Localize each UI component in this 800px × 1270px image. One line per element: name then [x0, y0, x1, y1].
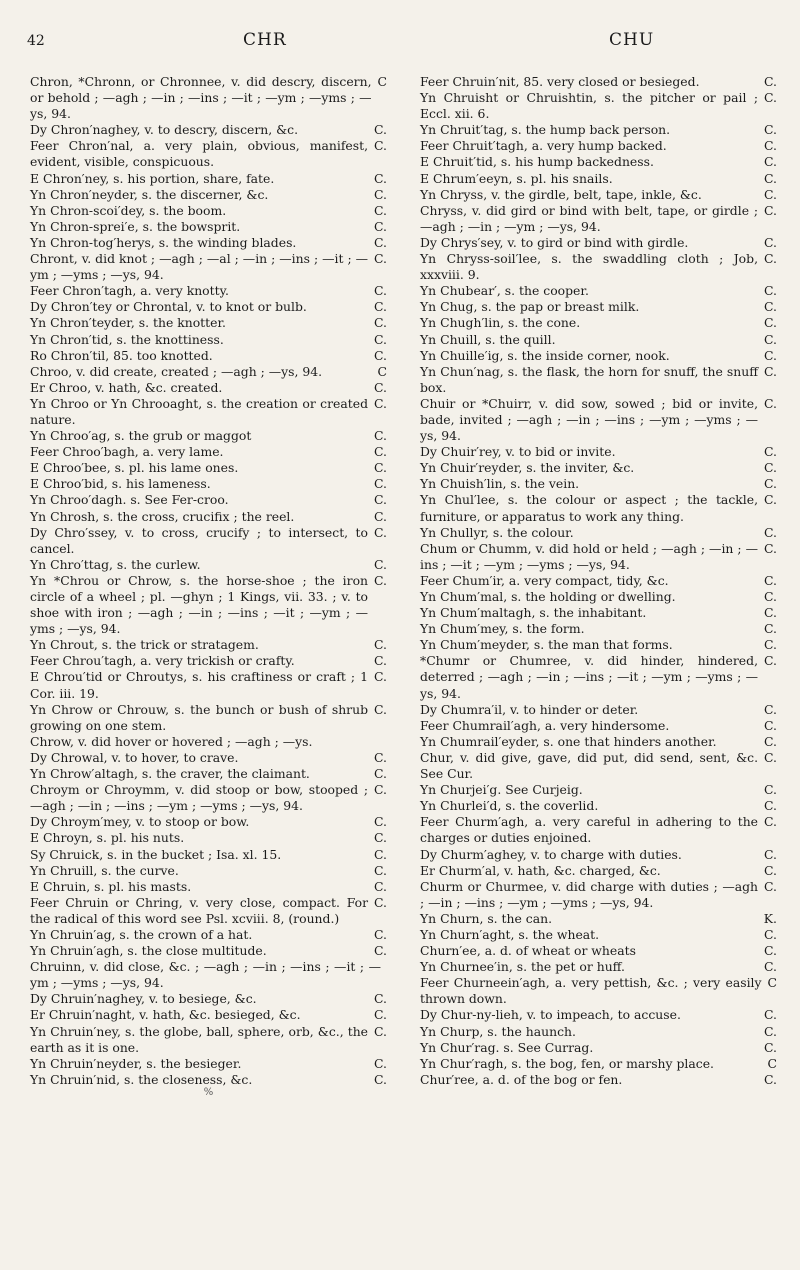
entry-source-ref: C. — [374, 186, 387, 202]
dictionary-entry — [420, 605, 777, 621]
entry-text: Chrow, v. did hover or hovered ; —agh ; —ys. — [30, 733, 313, 749]
entry-source-ref: C. — [764, 476, 777, 492]
entry-text: Yn Chumrail′eyder, s. one that hinders another. — [420, 733, 717, 749]
entry-text: Feer Chruin′nit, 85. very closed or besieged. — [420, 74, 700, 89]
entry-text: Yn Churn, s. the can. — [420, 910, 553, 926]
dictionary-entry — [420, 653, 777, 701]
dictionary-entry — [420, 1040, 777, 1056]
entry-text: Chroym or Chroymm, v. did stoop or bow, stooped ; —agh ; —in ; —ins ; —ym ; —yms ; —ys, 94. — [30, 782, 369, 814]
entry-source-ref: C. — [374, 701, 387, 717]
entry-source-ref: C. — [764, 1071, 777, 1087]
dictionary-entry — [30, 734, 387, 750]
entry-text: Yn Chron′tid, s. the knottiness. — [30, 331, 224, 347]
entry-source-ref: C. — [764, 74, 777, 89]
entry-text: Yn *Chrou or Chrow, s. the horse-shoe ; the iron circle of a wheel ; pl. —ghyn ; 1 Kings, vii. 33. ; v. to shoe with iron ; —agh ; —in ; —ins ; —it ; —ym ; —yms ; —ys, 94. — [30, 572, 369, 637]
entry-text: Sy Chruick, s. in the bucket ; Isa. xl. 15. — [30, 846, 282, 862]
dictionary-entry — [30, 283, 387, 299]
entry-text: *Chumr or Chumree, v. did hinder, hindered, deterred ; —agh ; —in ; —ins ; —it ; —ym ; —yms ; —ys, 94. — [420, 653, 759, 701]
entry-text: Yn Chum′maltagh, s. the inhabitant. — [420, 605, 647, 621]
entry-source-ref: C. — [374, 653, 387, 669]
entry-text: Yn Chruin′ney, s. the globe, ball, sphere, orb, &c., the earth as it is one. — [30, 1023, 369, 1055]
dictionary-entry — [420, 332, 777, 348]
dictionary-entry — [420, 154, 777, 170]
dictionary-entry — [420, 187, 777, 203]
dictionary-entry — [30, 653, 387, 669]
dictionary-entry — [30, 187, 387, 203]
entry-source-ref: C. — [374, 556, 387, 572]
entry-source-ref: C. — [374, 1023, 387, 1039]
dictionary-entry — [420, 573, 777, 589]
dictionary-entry — [420, 718, 777, 734]
printer-mark: % — [203, 1086, 214, 1098]
dictionary-entry — [420, 943, 777, 959]
entry-source-ref: C. — [374, 814, 387, 830]
entry-source-ref: C. — [374, 830, 387, 846]
entry-source-ref: C. — [764, 798, 777, 814]
dictionary-entry — [30, 830, 387, 846]
entry-text: Feer Chroo′bagh, a. very lame. — [30, 444, 224, 460]
entry-source-ref: C. — [374, 138, 387, 154]
entry-source-ref: C. — [374, 395, 387, 411]
dictionary-entry — [420, 927, 777, 943]
dictionary-entry — [30, 251, 387, 283]
dictionary-entry — [30, 235, 387, 251]
dictionary-entry — [420, 702, 777, 718]
entry-text: Yn Chrosh, s. the cross, crucifix ; the reel. — [30, 508, 295, 524]
entry-source-ref: C. — [764, 814, 777, 830]
dictionary-entry — [420, 235, 777, 251]
entry-text: Yn Chum′mey, s. the form. — [420, 621, 585, 637]
dictionary-entry — [30, 492, 387, 508]
entry-text: Yn Chuish′lin, s. the vein. — [420, 476, 580, 492]
entry-source-ref: C. — [374, 1007, 387, 1023]
entry-text: Dy Chrys′sey, v. to gird or bind with girdle. — [420, 234, 689, 250]
right-column — [420, 74, 777, 1088]
entry-text: Dy Chruin′naghey, v. to besiege, &c. — [30, 991, 257, 1007]
dictionary-entry — [30, 428, 387, 444]
entry-text: Yn Chron-tog′herys, s. the winding blades. — [30, 234, 297, 250]
entry-source-ref: C. — [374, 1055, 387, 1071]
dictionary-entry — [30, 879, 387, 895]
entry-text: Churm or Churmee, v. did charge with duties ; —agh ; —in ; —ins ; —ym ; —yms ; —ys, 94. — [420, 878, 759, 910]
dictionary-entry — [420, 879, 777, 911]
dictionary-entry — [30, 122, 387, 138]
dictionary-entry — [30, 509, 387, 525]
entry-text: Yn Chron-sprei′e, s. the bowsprit. — [30, 218, 241, 234]
dictionary-entry — [30, 1056, 387, 1072]
entry-source-ref: C. — [764, 251, 777, 267]
dictionary-entry — [420, 814, 777, 846]
entry-text: Yn Chruin′nid, s. the closeness, &c. — [30, 1071, 253, 1087]
dictionary-entry — [420, 171, 777, 187]
entry-source-ref: C — [767, 975, 777, 991]
dictionary-entry — [420, 315, 777, 331]
entry-text: Dy Chumra′il, v. to hinder or deter. — [420, 701, 639, 717]
entry-text: E Chrou′tid or Chroutys, s. his craftiness or craft ; 1 Cor. iii. 19. — [30, 669, 369, 701]
entry-text: Yn Chruill, s. the curve. — [30, 862, 179, 878]
entry-text: Feer Chruin or Chring, v. very close, compact. For the radical of this word see Psl. xcviii. 8, (round.) — [30, 894, 369, 926]
entry-text: Yn Churlei′d, s. the coverlid. — [420, 798, 599, 814]
entry-text: E Chroo′bee, s. pl. his lame ones. — [30, 460, 239, 476]
dictionary-entry — [420, 122, 777, 138]
entry-text: Yn Chro′ttag, s. the curlew. — [30, 556, 201, 572]
entry-source-ref: C. — [764, 701, 777, 717]
entry-source-ref: C. — [374, 572, 387, 588]
entry-text: Churn′ee, a. d. of wheat or wheats — [420, 943, 636, 959]
entry-source-ref: C. — [764, 395, 777, 411]
entry-text: Er Churm′al, v. hath, &c. charged, &c. — [420, 862, 661, 878]
dictionary-entry — [30, 959, 387, 991]
dictionary-entry — [30, 1072, 387, 1088]
entry-source-ref: C. — [764, 283, 777, 299]
entry-source-ref: C. — [764, 846, 777, 862]
dictionary-entry — [420, 476, 777, 492]
dictionary-entry — [30, 669, 387, 701]
entry-source-ref: C. — [764, 733, 777, 749]
entry-source-ref: C. — [374, 782, 387, 798]
entry-source-ref: C. — [374, 460, 387, 476]
entry-source-ref: C. — [374, 218, 387, 234]
dictionary-entry — [30, 782, 387, 814]
entry-text: Feer Churneein′agh, a. very pettish, &c. ; very easily thrown down. — [420, 975, 762, 1007]
entry-source-ref: C. — [374, 926, 387, 942]
entry-source-ref: C. — [374, 299, 387, 315]
entry-source-ref: C. — [374, 202, 387, 218]
entry-source-ref: C. — [764, 605, 777, 621]
entry-text: E Chruin, s. pl. his masts. — [30, 878, 192, 894]
entry-source-ref: C. — [764, 331, 777, 347]
dictionary-entry — [420, 975, 777, 1007]
entry-text: Yn Chur′rag. s. See Currag. — [420, 1039, 594, 1055]
entry-source-ref: C. — [374, 331, 387, 347]
entry-text: Yn Chul′lee, s. the colour or aspect ; the tackle, furniture, or apparatus to work any thing. — [420, 492, 759, 524]
entry-text: Yn Chubear′, s. the cooper. — [420, 283, 589, 299]
entry-text: Yn Chryss-soil′lee, s. the swaddling cloth ; Job, xxxviii. 9. — [420, 251, 759, 283]
dictionary-entry — [30, 332, 387, 348]
entry-source-ref: C — [377, 74, 387, 89]
dictionary-entry — [420, 1072, 777, 1088]
entry-text: Chum or Chumm, v. did hold or held ; —agh ; —in ; —ins ; —it ; —ym ; —yms ; —ys, 94. — [420, 540, 759, 572]
entry-source-ref: C. — [374, 379, 387, 395]
entry-text: Chur, v. did give, gave, did put, did send, sent, &c. See Cur. — [420, 749, 759, 782]
entry-source-ref: C. — [374, 878, 387, 894]
entry-text: Chruinn, v. did close, &c. ; —agh ; —in ; —ins ; —it ; —ym ; —yms ; —ys, 94. — [30, 959, 381, 991]
entry-source-ref: C. — [374, 862, 387, 878]
dictionary-entry — [30, 203, 387, 219]
dictionary-entry — [30, 766, 387, 782]
entry-text: Yn Chron′teyder, s. the knotter. — [30, 315, 226, 331]
dictionary-entry — [30, 299, 387, 315]
entry-source-ref: C. — [764, 234, 777, 250]
entry-source-ref: C. — [764, 347, 777, 363]
dictionary-entry — [30, 927, 387, 943]
entry-text: Feer Chron′nal, a. very plain, obvious, manifest, evident, visible, conspicuous. — [30, 138, 369, 170]
entry-source-ref: C. — [764, 186, 777, 202]
entry-source-ref: C — [767, 1055, 777, 1071]
entry-source-ref: C. — [764, 444, 777, 460]
dictionary-entry — [30, 702, 387, 734]
entry-source-ref: C. — [764, 1007, 777, 1023]
dictionary-entry — [420, 621, 777, 637]
entry-text: Yn Churnee′in, s. the pet or huff. — [420, 959, 625, 975]
dictionary-entry — [420, 348, 777, 364]
dictionary-entry — [30, 380, 387, 396]
dictionary-entry — [420, 911, 777, 927]
right-running-head: CHU — [609, 30, 655, 50]
entry-text: Yn Chrout, s. the trick or stratagem. — [30, 637, 259, 653]
entry-source-ref: C. — [764, 492, 777, 508]
dictionary-entry — [30, 750, 387, 766]
entry-text: Yn Chron′neyder, s. the discerner, &c. — [30, 186, 269, 202]
dictionary-entry — [30, 895, 387, 927]
entry-text: Yn Churjei′g. See Curjeig. — [420, 782, 583, 798]
entry-text: Chur′ree, a. d. of the bog or fen. — [420, 1071, 623, 1087]
entry-text: Yn Chroo′ag, s. the grub or maggot — [30, 428, 252, 444]
entry-text: Yn Chruin′agh, s. the close multitude. — [30, 943, 267, 959]
entry-text: Yn Chugh′lin, s. the cone. — [420, 315, 581, 331]
entry-text: Yn Chruit′tag, s. the hump back person. — [420, 122, 671, 138]
entry-source-ref: C. — [374, 669, 387, 685]
entry-text: Yn Churn′aght, s. the wheat. — [420, 926, 600, 942]
entry-source-ref: C. — [374, 749, 387, 765]
dictionary-entry — [420, 492, 777, 524]
entry-text: Yn Chruin′neyder, s. the besieger. — [30, 1055, 242, 1071]
entry-text: Chuir or *Chuirr, v. did sow, sowed ; bid or invite, bade, invited ; —agh ; —in ; —ins ; —ym ; —yms ; —ys, 94. — [420, 395, 759, 444]
dictionary-entry — [420, 750, 777, 782]
dictionary-entry — [30, 476, 387, 492]
dictionary-entry — [420, 959, 777, 975]
entry-text: Dy Chron′tey or Chrontal, v. to knot or bulb. — [30, 299, 307, 315]
entry-source-ref: C. — [374, 991, 387, 1007]
entry-text: Yn Chruisht or Chruishtin, s. the pitcher or pail ; Eccl. xii. 6. — [420, 90, 759, 122]
entry-text: Chryss, v. did gird or bind with belt, tape, or girdle ; —agh ; —in ; —ym ; —ys, 94. — [420, 202, 759, 234]
entry-source-ref: C. — [764, 782, 777, 798]
entry-text: Feer Chruit′tagh, a. very hump backed. — [420, 138, 667, 154]
entry-source-ref: C. — [374, 122, 387, 138]
entry-text: Yn Chug, s. the pap or breast milk. — [420, 299, 640, 315]
entry-source-ref: C. — [764, 299, 777, 315]
entry-text: Er Chroo, v. hath, &c. created. — [30, 379, 223, 395]
dictionary-entry — [420, 396, 777, 444]
entry-text: Er Chruin′naght, v. hath, &c. besieged, &c. — [30, 1007, 301, 1023]
entry-source-ref: C. — [764, 154, 777, 170]
entry-text: Feer Chum′ir, a. very compact, tidy, &c. — [420, 572, 669, 588]
entry-text: E Chroyn, s. pl. his nuts. — [30, 830, 185, 846]
entry-source-ref: C. — [764, 138, 777, 154]
dictionary-entry — [420, 74, 777, 90]
entry-text: Yn Chryss, v. the girdle, belt, tape, inkle, &c. — [420, 186, 702, 202]
dictionary-entry — [30, 525, 387, 557]
dictionary-entry — [420, 251, 777, 283]
dictionary-entry — [30, 814, 387, 830]
entry-text: Dy Churm′aghey, v. to charge with duties. — [420, 846, 682, 862]
page-number: 42 — [27, 33, 45, 49]
entry-text: Chron, *Chronn, or Chronnee, v. did descry, discern, or behold ; —agh ; —in ; —ins ; —it ; —ym ; —yms ; —ys, 94. — [30, 74, 372, 122]
entry-source-ref: C. — [764, 862, 777, 878]
entry-source-ref: C. — [374, 637, 387, 653]
entry-text: Dy Chuir′rey, v. to bid or invite. — [420, 444, 616, 460]
entry-source-ref: C. — [374, 428, 387, 444]
entry-text: Feer Churm′agh, a. very careful in adhering to the charges or duties enjoined. — [420, 814, 759, 846]
entry-text: Yn Chur′ragh, s. the bog, fen, or marshy place. — [420, 1055, 714, 1071]
entry-source-ref: C. — [764, 717, 777, 733]
entry-text: Feer Chumrail′agh, a. very hindersome. — [420, 717, 670, 733]
entry-source-ref: C. — [764, 202, 777, 218]
entry-text: Yn Chrow′altagh, s. the craver, the claimant. — [30, 766, 310, 782]
entry-text: Yn Chroo or Yn Chrooaght, s. the creation or created nature. — [30, 395, 369, 427]
entry-text: Yn Chuill, s. the quill. — [420, 331, 556, 347]
entry-text: Chront, v. did knot ; —agh ; —al ; —in ; —ins ; —it ; —ym ; —yms ; —ys, 94. — [30, 251, 369, 283]
entry-source-ref: C. — [374, 444, 387, 460]
dictionary-entry — [30, 557, 387, 573]
dictionary-entry — [420, 782, 777, 798]
entry-source-ref: C. — [764, 878, 777, 894]
entry-text: Yn Chron-scoi′dey, s. the boom. — [30, 202, 227, 218]
dictionary-entry — [30, 348, 387, 364]
entry-source-ref: C. — [764, 363, 777, 379]
dictionary-entry — [420, 1056, 777, 1072]
entry-source-ref: C. — [764, 637, 777, 653]
entry-source-ref: C. — [764, 943, 777, 959]
dictionary-entry — [420, 138, 777, 154]
entry-source-ref: C. — [374, 251, 387, 267]
entry-source-ref: C. — [764, 589, 777, 604]
entry-source-ref: C. — [374, 508, 387, 524]
entry-text: Dy Chrowal, v. to hover, to crave. — [30, 749, 239, 765]
entry-text: Yn Churp, s. the haunch. — [420, 1023, 576, 1039]
entry-text: Yn Chruin′ag, s. the crown of a hat. — [30, 926, 253, 942]
dictionary-entry — [420, 863, 777, 879]
dictionary-entry — [30, 171, 387, 187]
entry-source-ref: C. — [374, 476, 387, 492]
entry-source-ref: C. — [764, 1039, 777, 1055]
entry-source-ref: C. — [374, 283, 387, 299]
entry-source-ref: C. — [374, 347, 387, 363]
dictionary-entry — [30, 1024, 387, 1056]
entry-source-ref: C. — [374, 315, 387, 331]
entry-text: Yn Chum′mal, s. the holding or dwelling. — [420, 589, 676, 604]
dictionary-entry — [30, 74, 387, 122]
dictionary-entry — [30, 444, 387, 460]
dictionary-entry — [30, 396, 387, 428]
entry-source-ref: C. — [764, 524, 777, 540]
dictionary-entry — [420, 589, 777, 605]
dictionary-entry — [30, 219, 387, 235]
entry-source-ref: C. — [764, 959, 777, 975]
dictionary-entry — [30, 943, 387, 959]
dictionary-entry — [30, 573, 387, 637]
entry-text: Yn Chuille′ig, s. the inside corner, nook. — [420, 347, 670, 363]
dictionary-entry — [420, 637, 777, 653]
entry-text: Feer Chron′tagh, a. very knotty. — [30, 283, 229, 299]
entry-text: Dy Chroym′mey, v. to stoop or bow. — [30, 814, 250, 830]
dictionary-entry — [420, 798, 777, 814]
dictionary-entry — [30, 315, 387, 331]
entry-source-ref: C. — [374, 766, 387, 782]
entry-source-ref: C. — [764, 315, 777, 331]
entry-text: Yn Chroo′dagh. s. See Fer-croo. — [30, 492, 229, 508]
dictionary-entry — [30, 460, 387, 476]
entry-source-ref: C. — [374, 234, 387, 250]
dictionary-entry — [30, 991, 387, 1007]
entry-text: Yn Chrow or Chrouw, s. the bunch or bush of shrub growing on one stem. — [30, 701, 369, 733]
dictionary-entry — [420, 203, 777, 235]
dictionary-entry — [420, 364, 777, 396]
entry-source-ref: C. — [764, 926, 777, 942]
entry-text: E Chrum′eeyn, s. pl. his snails. — [420, 170, 613, 186]
dictionary-entry — [420, 1007, 777, 1023]
dictionary-entry — [420, 90, 777, 122]
dictionary-entry — [420, 283, 777, 299]
entry-text: Ro Chron′til, 85. too knotted. — [30, 347, 213, 363]
dictionary-entry — [420, 847, 777, 863]
entry-source-ref: C. — [374, 894, 387, 910]
dictionary-entry — [420, 299, 777, 315]
dictionary-entry — [30, 138, 387, 170]
page-header — [0, 0, 800, 62]
dictionary-entry — [420, 460, 777, 476]
dictionary-entry — [420, 525, 777, 541]
entry-text: Yn Chuir′reyder, s. the inviter, &c. — [420, 460, 635, 476]
entry-source-ref: C. — [764, 1023, 777, 1039]
entry-text: Dy Chron′naghey, v. to descry, discern, &c. — [30, 122, 299, 138]
entry-text: Yn Chullyr, s. the colour. — [420, 524, 574, 540]
dictionary-entry — [30, 364, 387, 380]
entry-source-ref: C. — [374, 943, 387, 959]
entry-text: Yn Chun′nag, s. the flask, the horn for snuff, the snuff box. — [420, 363, 759, 395]
entry-source-ref: C. — [764, 170, 777, 186]
entry-source-ref: K. — [763, 910, 777, 926]
entry-text: Dy Chur-ny-lieh, v. to impeach, to accuse. — [420, 1007, 681, 1023]
entry-source-ref: C. — [764, 749, 777, 765]
entry-source-ref: C. — [374, 170, 387, 186]
dictionary-entry — [30, 1007, 387, 1023]
entry-source-ref: C. — [764, 572, 777, 588]
entry-source-ref: C. — [374, 524, 387, 540]
dictionary-entry — [420, 734, 777, 750]
entry-text: Chroo, v. did create, created ; —agh ; —ys, 94. — [30, 363, 323, 379]
entry-source-ref: C. — [764, 621, 777, 637]
entry-source-ref: C. — [764, 653, 777, 669]
entry-text: Dy Chro′ssey, v. to cross, crucify ; to intersect, to cancel. — [30, 524, 369, 556]
left-column — [30, 74, 387, 1098]
entry-source-ref: C. — [374, 846, 387, 862]
dictionary-entry — [420, 444, 777, 460]
entry-source-ref: C. — [374, 1071, 387, 1087]
entry-source-ref: C. — [764, 460, 777, 476]
entry-text: E Chruit′tid, s. his hump backedness. — [420, 154, 654, 170]
entry-text: Yn Chum′meyder, s. the man that forms. — [420, 637, 673, 653]
entry-source-ref: C. — [764, 540, 777, 556]
entry-text: Feer Chrou′tagh, a. very trickish or crafty. — [30, 653, 295, 669]
entry-text: E Chron′ney, s. his portion, share, fate. — [30, 170, 275, 186]
dictionary-entry — [420, 1024, 777, 1040]
entry-source-ref: C. — [764, 122, 777, 138]
entry-source-ref: C — [377, 363, 387, 379]
entry-source-ref: C. — [374, 492, 387, 508]
dictionary-entry — [30, 863, 387, 879]
left-running-head: CHR — [243, 30, 287, 50]
dictionary-entry — [420, 541, 777, 573]
dictionary-entry — [30, 637, 387, 653]
dictionary-entry — [30, 847, 387, 863]
entry-source-ref: C. — [764, 90, 777, 106]
entry-text: E Chroo′bid, s. his lameness. — [30, 476, 211, 492]
